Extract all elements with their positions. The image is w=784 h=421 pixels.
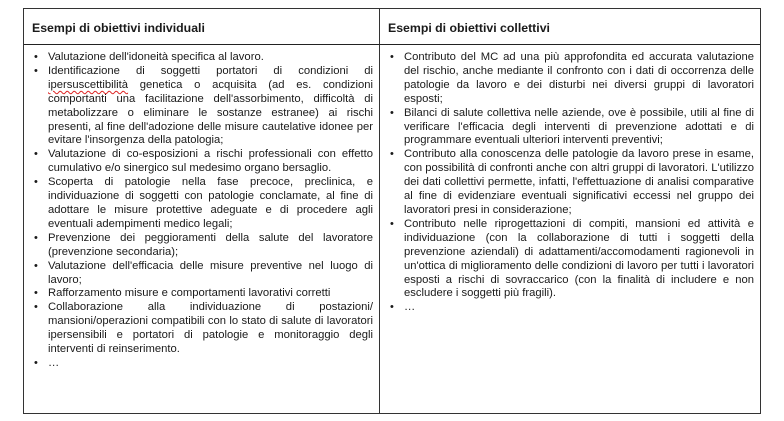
individual-objectives-list	[34, 51, 373, 371]
list-item: • Identificazione di soggetti portatori di condizioni di ipersuscettibilità genetica o acquisita (ad es. condizioni comportanti una facilitazione dell'assorbimento, difficoltà di metabolizzare o eliminare le sostanze estranee) ai rischi presenti, al fine dell'adozione delle misure cautelative idonee per evitare l'insorgenza della patologia;	[34, 65, 373, 148]
list-item: • Collaborazione alla individuazione di postazioni/ mansioni/operazioni compatibili con lo stato di salute di lavoratori ipersensibili e portatori di patologie e monitoraggio degli interventi di reinserimento.	[34, 301, 373, 357]
list-item: • Valutazione di co-esposizioni a rischi professionali con effetto cumulativo e/o sinergico sul medesimo organo bersaglio.	[34, 148, 373, 176]
list-item: • Bilanci di salute collettiva nelle aziende, ove è possibile, utili al fine di verificare l'efficacia degli interventi di prevenzione adottati e di programmare eventuali ulteriori interventi preventivi;	[390, 107, 754, 149]
list-item: • Rafforzamento misure e comportamenti lavorativi corretti	[34, 287, 373, 301]
list-item: • Contributo del MC ad una più approfondita ed accurata valutazione del rischio, anche mediante il confronto con i dati di occorrenza delle patologie da lavoro e dei disturbi nei diversi gruppi di lavoratori esposti;	[390, 51, 754, 107]
objectives-table	[23, 8, 761, 414]
list-item: • Contributo alla conoscenza delle patologie da lavoro prese in esame, con possibilità di confronti anche con altri gruppi di lavoratori. L'utilizzo dei dati collettivi permette, infatti, l'effettuazione di analisi comparative al fine di evidenziare eventuali significativi eccessi nel gruppo dei lavoratori presi in considerazione;	[390, 148, 754, 218]
spellcheck-flagged-word: ipersuscettibilità	[48, 78, 129, 91]
list-item: • Scoperta di patologie nella fase precoce, preclinica, e individuazione di soggetti con patologie conclamate, al fine di adottare le misure protettive adeguate e di procedere agli eventuali adempimenti medico legali;	[34, 176, 373, 232]
header-collective-objectives: Esempi di obiettivi collettivi	[380, 9, 760, 45]
individual-objectives-cell	[24, 45, 380, 413]
list-item: • …	[34, 357, 373, 371]
header-individual-objectives: Esempi di obiettivi individuali	[24, 9, 380, 45]
list-item: • Prevenzione dei peggioramenti della salute del lavoratore (prevenzione secondaria);	[34, 232, 373, 260]
collective-objectives-list	[390, 51, 754, 315]
list-item: • Valutazione dell'efficacia delle misure preventive nel luogo di lavoro;	[34, 260, 373, 288]
list-item: • Valutazione dell'idoneità specifica al lavoro.	[34, 51, 373, 65]
list-item: • Contributo nelle riprogettazioni di compiti, mansioni ed attività e individuazione (con la collaborazione di tutti i soggetti della prevenzione aziendali) di adattamenti/accomodamenti ragionevoli in un'ottica di miglioramento delle condizioni di lavoro per tutti i lavoratori esposti a rischi di sovraccarico (con la finalità di includere e non escludere i soggetti più fragili).	[390, 218, 754, 301]
list-item: • …	[390, 301, 754, 315]
collective-objectives-cell	[380, 45, 760, 413]
